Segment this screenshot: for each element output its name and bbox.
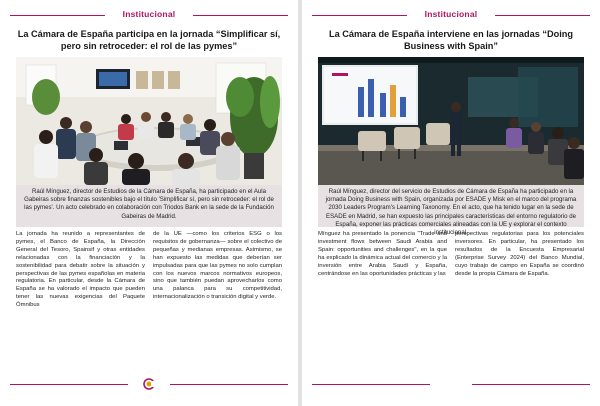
- header-rule-right: [193, 15, 288, 16]
- photo-caption: Raúl Mínguez, director de Estudios de la Cámara de España, ha participado en el Aula Gabeiras sobre finanzas sostenibles bajo el título 'Simplificar sí, pero sin retroceder: el rol de las pymes'. Un acto celebrado en colaboración con Triodos Bank en la sede de la Fundación Gabeiras de Madrid.: [16, 185, 282, 227]
- footer-rule-left: [10, 384, 128, 385]
- section-label: Institucional: [122, 9, 176, 19]
- article-title: La Cámara de España participa en la jornada “Simplificar sí, pero sin retroceder: el rol de las pymes”: [17, 29, 281, 51]
- section-label: Institucional: [424, 9, 478, 19]
- footer-rule-left: [312, 384, 430, 385]
- article-body: [16, 231, 282, 310]
- conference-stage-illustration: [318, 57, 584, 185]
- page-footer: [10, 378, 288, 390]
- right-page: [302, 0, 600, 406]
- camara-logo-icon: [143, 378, 155, 390]
- body-column-2: de la UE —como los criterios ESG o los requisitos de gobernanza— sobre el colectivo de pequeñas y medianas empresas. Asimismo, se han expuesto las medidas que deberían ser impulsadas para que las pymes no solo cumplan con los nuevos marcos normativos europeos, sino que también puedan aprovecharlos como una palanca para su competitividad, internacionalización o transición digital y verde.: [153, 231, 282, 301]
- left-page: [0, 0, 298, 406]
- body-column-2: perspectivas regulatorias para los potenciales inversores. En particular, ha presentado los resultados de la Encuesta Empresarial (Enterprise Survey 2024) del Banco Mundial, cuyo trabajo de campo en España se coordinó desde la propia Cámara de España.: [455, 231, 584, 277]
- photo-caption: Raúl Mínguez, director del servicio de Estudios de Cámara de España ha participado en la jornada Doing Business with Spain, organizada por ESADE y Misk en el marco del programa 2030 Leaders Program's Learning Taxonomy. En el acto, que ha tenido lugar en la sede de ESADE en Madrid, se han expuesto las principales características del entorno regulatorio de España, exponer las prácticas comerciales alineadas con la UE y explorar el contexto institucional.: [318, 185, 584, 227]
- article-photo-conference: [318, 57, 584, 185]
- section-header: [10, 9, 288, 21]
- article-photo-meeting: [16, 57, 282, 185]
- header-rule-right: [495, 15, 590, 16]
- article-title: La Cámara de España interviene en las jornadas “Doing Business with Spain”: [328, 29, 574, 51]
- body-column-1: Mínguez ha presentado la ponencia "Trade and investment flows between Saudi Arabia and Spain: opportunities and challenges", en la que ha explicado la dinámica actual del comercio y la inversión entre Arabia Saudí y España, centrándose en las oportunidades prácticas y las: [318, 231, 447, 277]
- article-body: [318, 231, 584, 278]
- meeting-room-illustration: [16, 57, 282, 185]
- page-footer: [312, 378, 590, 390]
- footer-rule-right: [170, 384, 288, 385]
- footer-rule-right: [472, 384, 590, 385]
- section-header: [312, 9, 590, 21]
- body-column-1: La jornada ha reunido a representantes de pymes, el Banco de España, la Dirección General del Tesoro, Spainsif y otras entidades relacionadas con la financiación y la sostenibilidad para debatir sobre la situación y perspectivas de las pymes españolas en materia regulatoria. En particular, desde la Cámara de España se ha valorado el impacto que pueden tener las nuevas exigencias del Paquete Ómnibus: [16, 231, 145, 309]
